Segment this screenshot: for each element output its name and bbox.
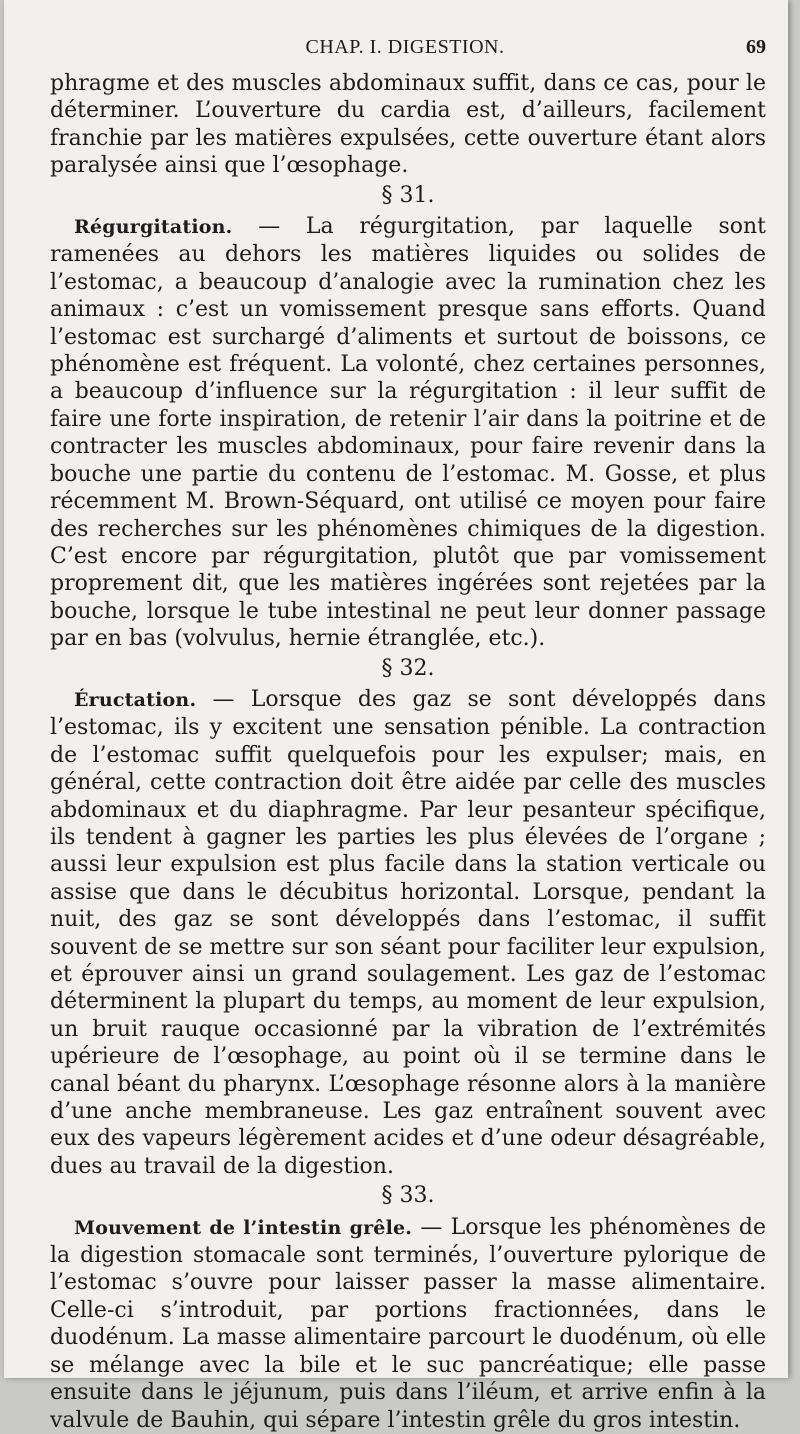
- section-text: — La régurgitation, par laquelle sont ramenées au dehors les matières liquides ou solides de l’estomac, a beaucoup d’analogie avec la rumination chez les animaux : c’est un vomissement presque sans efforts. Quand l’estomac est surchargé d’aliments et surtout de boissons, ce phénomène est fréquent. La volonté, chez certaines personnes, a beaucoup d’influence sur la régurgitation : il leur suffit de faire une forte inspiration, de retenir l’air dans la poitrine et de contracter les muscles abdominaux, pour faire revenir dans la bouche une partie du contenu de l’estomac. M. Gosse, et plus récemment M. Brown-Séquard, ont utilisé ce moyen pour faire des recherches sur les phénomènes chimiques de la digestion. C’est encore par régurgitation, plutôt que par vomissement proprement dit, que les matières ingérées sont rejetées par la bouche, lorsque le tube intestinal ne peut leur donner passage par en bas (volvulus, hernie étranglée, etc.).: [50, 214, 766, 652]
- section-paragraph: [50, 1214, 766, 1434]
- continued-paragraph: phragme et des muscles abdominaux suffit, dans ce cas, pour le déterminer. L’ouverture du cardia est, d’ailleurs, facilement franchie par les matières expulsées, cette ouverture étant alors paralysée ainsi que l’œsophage.: [50, 71, 766, 179]
- section-text: — Lorsque des gaz se sont développés dans l’estomac, ils y excitent une sensation pénible. La contraction de l’estomac suffit quelquefois pour les expulser; mais, en général, cette contraction doit être aidée par celle des muscles abdominaux et du diaphragme. Par leur pesanteur spécifique, ils tendent à gagner les parties les plus élevées de l’organe ; aussi leur expulsion est plus facile dans la station verticale ou assise que dans le décubitus horizontal. Lorsque, pendant la nuit, des gaz se sont développés dans l’estomac, il suffit souvent de se mettre sur son séant pour faciliter leur expulsion, et éprouver ainsi un grand soulagement. Les gaz de l’estomac déterminent la plupart du temps, au moment de leur expulsion, un bruit rauque occasionné par la vibration de l’extrémités upérieure de l’œsophage, au point où il se termine dans le canal béant du pharynx. L’œsophage résonne alors à la manière d’une anche membraneuse. Les gaz entraînent souvent avec eux des vapeurs légèrement acides et d’une odeur désagréable, dues au travail de la digestion.: [50, 686, 766, 1179]
- section-text: — Lorsque les phénomènes de la digestion stomacale sont terminés, l’ouverture pylorique de l’estomac s’ouvre pour laisser passer la masse alimentaire. Celle-ci s’introduit, par portions fractionnées, dans le duodénum. La masse alimentaire parcourt le duodénum, où elle se mélange avec la bile et le suc pancréatique; elle passe ensuite dans le jéjunum, puis dans l’iléum, et arrive enfin à la valvule de Bauhin, qui sépare l’intestin grêle du gros intestin.: [50, 1214, 766, 1433]
- running-title: CHAP. I. DIGESTION.: [305, 36, 505, 58]
- book-page: [4, 0, 788, 1433]
- section-paragraph: [50, 686, 766, 1180]
- section-rubric: Mouvement de l’intestin grêle.: [74, 1216, 413, 1239]
- section-paragraph: [50, 213, 766, 653]
- page-header: [44, 36, 766, 64]
- section-number: § 33.: [381, 1183, 435, 1209]
- section-number: § 32.: [381, 655, 435, 681]
- page-body: [50, 70, 766, 1434]
- section-rubric: Éructation.: [74, 688, 197, 711]
- page-number: 69: [746, 36, 766, 58]
- section-number: § 31.: [381, 182, 435, 208]
- section-rubric: Régurgitation.: [74, 216, 233, 239]
